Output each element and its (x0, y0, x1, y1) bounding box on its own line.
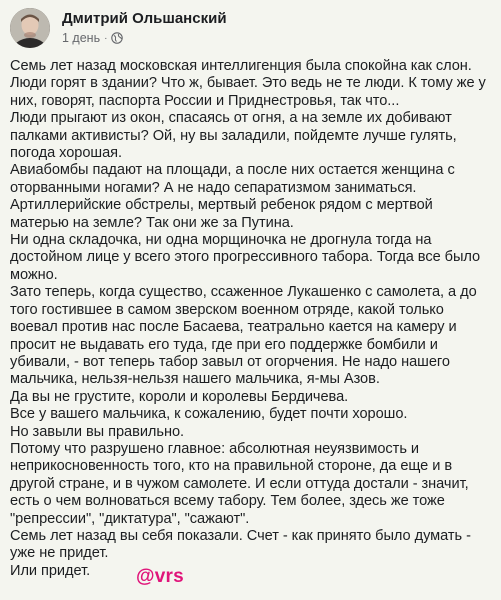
post-paragraph: Семь лет назад московская интеллигенция была спокойна как слон. (10, 58, 472, 74)
post-meta (62, 31, 123, 45)
avatar[interactable] (10, 8, 50, 48)
author-name[interactable]: Дмитрий Ольшанский (62, 10, 227, 27)
post-text (10, 58, 494, 580)
watermark: @vrs (136, 566, 184, 587)
post-paragraph: Авиабомбы падают на площади, а после них остается женщина с оторванными ногами? А не надо сепаратизмом заниматься. (10, 162, 455, 196)
post-paragraph: Ни одна складочка, ни одна морщиночка не дрогнула тогда на достойном лице у всего этого прогрессивного табора. Тогда все было можно. (10, 232, 481, 283)
post-paragraph: Но завыли вы правильно. (10, 423, 185, 440)
post-paragraph: Да вы не грустите, короли и королевы Бердичева. (10, 388, 349, 405)
meta-separator: · (104, 32, 108, 44)
avatar-portrait-icon (10, 8, 50, 48)
post-paragraph: Или придет. (10, 562, 91, 579)
post-paragraph: Люди горят в здании? Что ж, бывает. Это ведь не те люди. К тому же у них, говорят, паспорта России и Приднестровья, так что... (10, 75, 486, 109)
post-paragraph: Зато теперь, когда существо, ссаженное Лукашенко с самолета, а до того гостившее в самом зверском военном отряде, какой только воевал против нас после Басаева, театрально кается на камеру и просит не выдавать его туда, где при его поддержке бомбили и убивали, - вот теперь табор завыл от огорчения. Не надо нашего мальчика, нельзя-нельзя нашего мальчика, я-мы Азов. (10, 284, 477, 388)
post-paragraph: Потому что разрушено главное: абсолютная неуязвимость и неприкосновенность того, кто на правильной стороне, да еще и в другой стране, и в чужом самолете. И если оттуда достали - значит, есть о чем волноваться всему табору. Тем более, здесь же тоже "репрессии", "диктатура", "сажают". (10, 440, 469, 527)
globe-icon[interactable] (111, 32, 123, 44)
post-paragraph: Семь лет назад вы себя показали. Счет - как принято было думать - уже не придет. (10, 527, 471, 562)
post-paragraph: Артиллерийские обстрелы, мертвый ребенок рядом с мертвой матерью на земле? Так они же за Путина. (10, 197, 433, 231)
post-timestamp[interactable]: 1 день (62, 31, 101, 45)
post-paragraph: Люди прыгают из окон, спасаясь от огня, а на земле их добивают палками активисты? Ой, ну вы заладили, пойдемте лучше гулять, погода хорошая. (10, 110, 457, 162)
post-header (10, 6, 490, 50)
post-paragraph: Все у вашего мальчика, к сожалению, будет почти хорошо. (10, 406, 408, 423)
